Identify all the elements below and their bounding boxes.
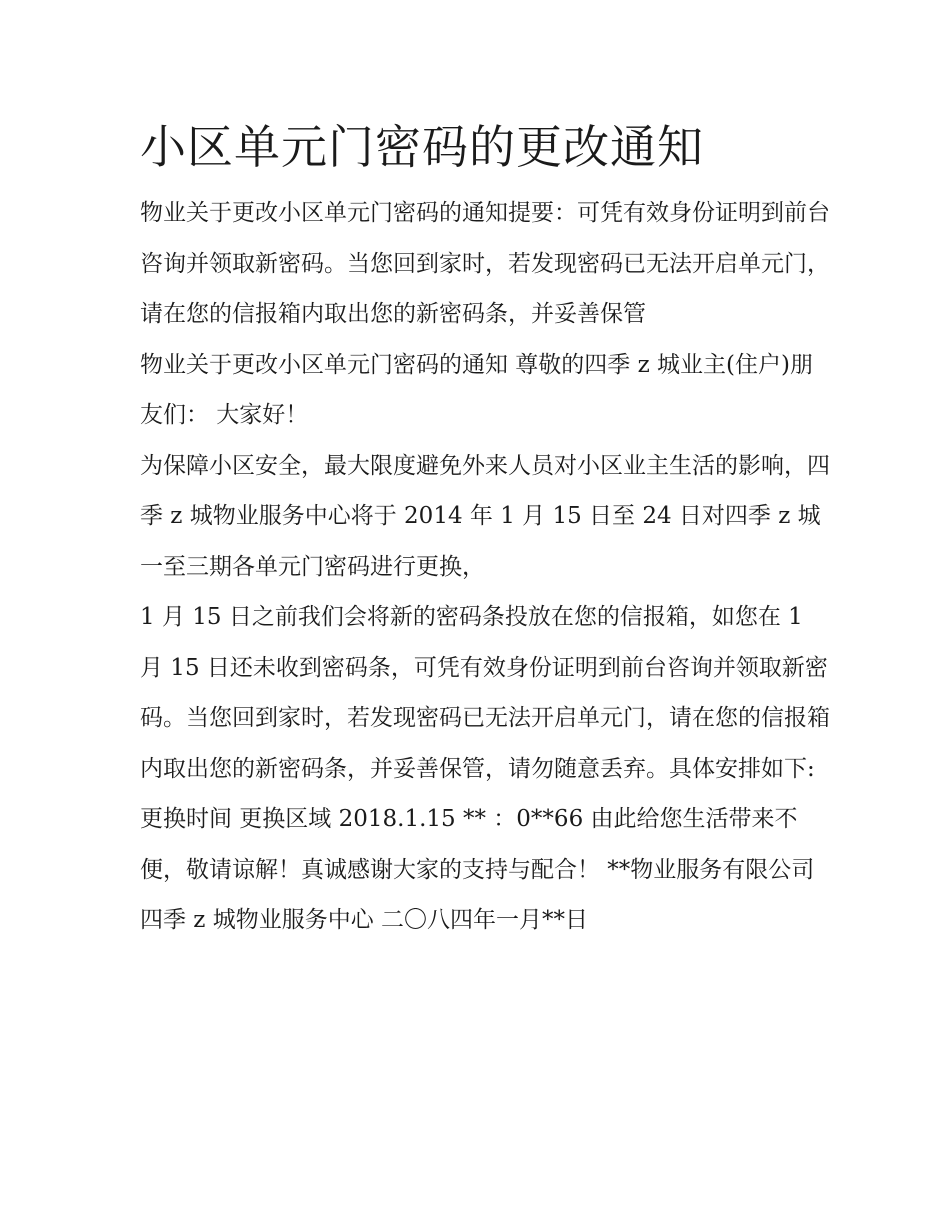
signature-paragraph: 四季 z 城物业服务中心 二〇八四年一月**日 [140, 907, 589, 933]
schedule-paragraph: 更换时间 更换区域 2018.1.15 ** ：0**66 由此给您生活带来不便，敬请谅解！真诚感谢大家的支持与配合！ **物业服务有限公司 [140, 806, 815, 883]
document-page [140, 110, 830, 946]
purpose-paragraph: 为保障小区安全，最大限度避免外来人员对小区业主生活的影响，四季 z 城物业服务中心将于 2014 年 1 月 15 日至 24 日对四季 z 城一至三期各单元门密码进行更换， [140, 452, 830, 580]
instructions-paragraph: 1 月 15 日之前我们会将新的密码条投放在您的信报箱，如您在 1 月 15 日还未收到密码条，可凭有效身份证明到前台咨询并领取新密码。当您回到家时，若发现密码已无法开启单元门，请在您的信报箱内取出您的新密码条，并妥善保管，请勿随意丢弃。具体安排如下: [140, 604, 830, 782]
summary-paragraph: 物业关于更改小区单元门密码的通知提要：可凭有效身份证明到前台咨询并领取新密码。当您回到家时，若发现密码已无法开启单元门，请在您的信报箱内取出您的新密码条，并妥善保管 [140, 200, 830, 327]
greeting-paragraph: 物业关于更改小区单元门密码的通知 尊敬的四季 z 城业主(住户)朋友们： 大家好！ [140, 351, 813, 428]
document-title: 小区单元门密码的更改通知 [140, 120, 704, 174]
